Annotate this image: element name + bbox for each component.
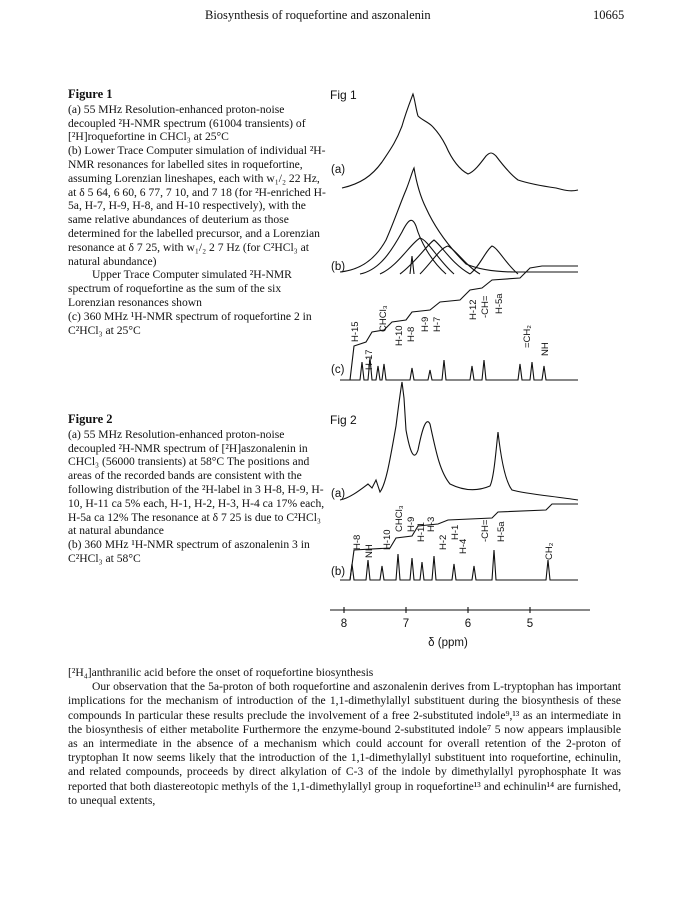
fig2-peak-label: H-5a bbox=[496, 521, 507, 542]
fig1-trace-c bbox=[340, 358, 578, 380]
fig1-panel-c-label: (c) bbox=[331, 364, 345, 376]
figure1-caption-b: (b) Lower Trace Computer simulation of individual ²H-NMR resonances for labelled sites in roquefortine, assuming Lorenzian lineshapes, each with w₁/₂ 22 Hz, at δ 5 64, 6 60, 6 77, 7 10, and 7 18 (for ²H-enriched H-5a, H-7, H-9, H-8, and H-10 respectively), with the same relative abundances of deuterium as those determined for the labelled precursor, and a Lorenzian resonance at δ 7 25, with w₁/₂ 2 7 Hz (for C²HCl₃ at natural abundance) bbox=[68, 144, 326, 268]
figure2-caption bbox=[68, 413, 330, 566]
x-axis-title: δ (ppm) bbox=[428, 637, 468, 649]
fig1-peak-label: H-15 bbox=[350, 321, 361, 342]
fig1-peak-label: H-9 bbox=[420, 316, 431, 332]
fig2-panel-a-label: (a) bbox=[331, 488, 346, 500]
fig1-peak-label: H-12 bbox=[468, 299, 479, 320]
figure1-caption-title: Figure 1 bbox=[68, 87, 113, 101]
fig1-panel-b-label: (b) bbox=[331, 261, 346, 273]
fig2-trace-a bbox=[340, 382, 578, 500]
fig1-peak-label: H-5a bbox=[494, 293, 505, 314]
nmr-spectra-figure bbox=[320, 80, 620, 660]
fig1-trace-b-h8 bbox=[380, 238, 454, 274]
figure1-caption bbox=[68, 88, 330, 337]
fig1-trace-b-h10 bbox=[360, 220, 446, 274]
fig2-peak-label: -CH= bbox=[480, 519, 491, 542]
fig2-peak-label: H-4 bbox=[458, 538, 469, 554]
x-tick-label: 7 bbox=[402, 618, 410, 630]
figure1-caption-a: (a) 55 MHz Resolution-enhanced proton-noise decoupled ²H-NMR spectrum (61004 transients) of [²H]roquefortine in CHCl₃ at 25°C bbox=[68, 102, 306, 144]
fig2-peak-label: H-8 bbox=[352, 534, 363, 550]
fig1-peak-label: H-10 bbox=[394, 325, 405, 346]
fig1-peak-label: NH bbox=[540, 342, 551, 356]
fig2-peak-label: NH bbox=[364, 544, 375, 558]
fig1-trace-a bbox=[342, 94, 578, 191]
fig1-peak-label: H-17 bbox=[364, 349, 375, 370]
body-line-1: [²H₄]anthranilic acid before the onset of roquefortine biosynthesis bbox=[68, 666, 374, 679]
fig2-panel-b-label: (b) bbox=[331, 566, 346, 578]
figure2-caption-title: Figure 2 bbox=[68, 412, 113, 426]
page-number: 10665 bbox=[593, 8, 625, 22]
body-paragraph: Our observation that the 5a-proton of both roquefortine and aszonalenin derives from L-tryptophan has important implications for the mechanism of introduction of the 1,1-dimethylallyl substituent during the biosynthesis of these compounds In particular these results preclude the involvement of a free 2-substituted indole⁹,¹³ as an intermediate in the biosynthesis of either metabolite Furthermore the enzyme-bound 2-substituted indole⁷ 5 now appears implausible as an intermediate in the absence of a mechanism which could account for overall retention of the 2-proton of tryptophan It now seems likely that the introduction of the 1,1-dimethylallyl substituent into roquefortine, echinulin, and related compounds, proceeds by direct alkylation of C-3 of the indole by dimethylallyl pyrophosphate It was reported that both diastereotopic methyls of the 1,1-dimethylallyl group in roquefortine¹³ and echinulin¹⁴ are furnished, to unequal extents, bbox=[68, 680, 621, 807]
running-title: Biosynthesis of roquefortine and aszonalenin bbox=[205, 8, 431, 22]
figure1-caption-b-upper: Upper Trace Computer simulated ²H-NMR spectrum of roquefortine as the sum of the six Lorenzian resonances shown bbox=[68, 268, 292, 309]
x-tick-label: 5 bbox=[526, 618, 534, 630]
fig1-peak-label: H-7 bbox=[432, 316, 443, 332]
figure1-caption-c: (c) 360 MHz ¹H-NMR spectrum of roquefortine 2 in C²HCl₃ at 25°C bbox=[68, 309, 312, 337]
x-tick-label: 6 bbox=[464, 618, 472, 630]
fig1-label: Fig 1 bbox=[330, 88, 357, 102]
fig1-trace-b-h5a bbox=[470, 246, 518, 274]
fig2-peak-label: H-11 bbox=[416, 522, 427, 542]
fig2-peak-label: H-10 bbox=[382, 529, 393, 550]
fig2-peak-label: H-3 bbox=[426, 516, 437, 532]
x-tick-label: 8 bbox=[340, 618, 348, 630]
fig1-peak-label: -CH= bbox=[480, 295, 491, 318]
fig2-peak-label: CHCl₃ bbox=[394, 505, 405, 532]
figure2-caption-b: (b) 360 MHz ¹H-NMR spectrum of aszonalenin 3 in C²HCl₃ at 58°C bbox=[68, 538, 310, 565]
fig2-peak-label: CH₂ bbox=[544, 542, 555, 560]
fig2-peak-label: H-9 bbox=[406, 516, 417, 532]
fig1-peak-label: CHCl₃ bbox=[378, 305, 389, 332]
fig2-peak-label: H-1 bbox=[450, 524, 461, 540]
fig2-peak-label: H-2 bbox=[438, 534, 449, 550]
figure2-caption-a: (a) 55 MHz Resolution-enhanced proton-noise decoupled ²H-NMR spectrum of [²H]aszonalenin in CHCl₃ (56000 transients) at 58°C The positions and areas of the recorded bands are consistent with the following distribution of the ²H-label in 3 H-8, H-9, H-10, H-11 ca 5% each, H-1, H-2, H-3, H-4 ca 17% each, H-5a ca 12% The resonance at δ 7 25 is due to C²HCl₃ at natural abundance bbox=[68, 427, 325, 538]
body-text bbox=[68, 666, 621, 808]
fig1-panel-a-label: (a) bbox=[331, 164, 346, 176]
fig2-label: Fig 2 bbox=[330, 413, 357, 427]
fig1-trace-b-chcl3 bbox=[410, 256, 414, 274]
fig1-peak-label: H-8 bbox=[406, 326, 417, 342]
fig1-peak-label: =CH₂ bbox=[522, 325, 533, 348]
